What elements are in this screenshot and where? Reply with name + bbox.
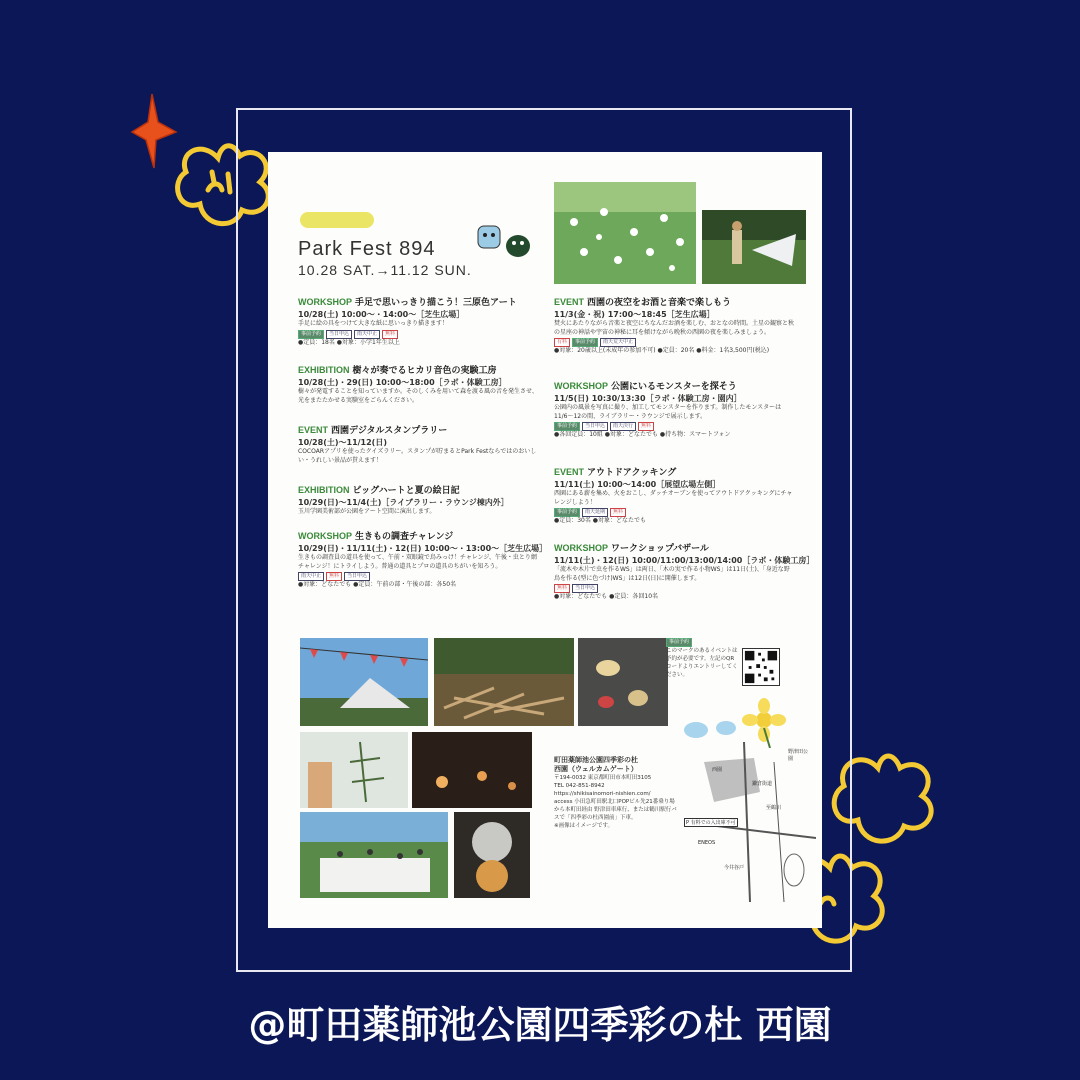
event-item <box>298 484 538 517</box>
tag: 当日申込 <box>582 422 608 431</box>
event-type: EXHIBITION <box>298 485 350 495</box>
event-body: 樹々が発電することを知っていますか。そのしくみを用いて森を渡る風の音を発生させ、光をまたたかせる実験室をごらんください。 <box>298 388 538 404</box>
map-label-nishien: 西園 <box>712 767 723 773</box>
event-title: ビッグハートと夏の絵日記 <box>352 486 460 496</box>
event-date: 11/5(日) 10:30/13:30［ラボ・体験工房・園内］ <box>554 394 742 403</box>
venue-info <box>554 756 678 830</box>
map-label-imaiyato: 今井谷戸 <box>724 865 745 871</box>
reserve-info-box <box>666 638 738 679</box>
map-label-tsurukawa: 至鶴川 <box>766 805 782 811</box>
event-item <box>554 466 794 526</box>
event-date: 11/3(金・祝) 17:00～18:45［芝生広場］ <box>554 310 715 319</box>
event-note: ●各回定員：10組 ●対象：どなたでも ●持ち物：スマートフォン <box>554 431 731 438</box>
map-label-park: 野津田公園 <box>788 749 809 762</box>
event-title: アウトドアクッキング <box>587 468 677 478</box>
event-tags <box>554 584 794 593</box>
event-tags <box>554 508 794 517</box>
event-tags <box>554 422 794 431</box>
tag: 無料 <box>326 572 342 581</box>
event-date: 10/28(土)・29(日) 10:00～18:00［ラボ・体験工房］ <box>298 378 507 387</box>
page-caption: @町田薬師池公園四季彩の杜 西園 <box>248 1003 832 1047</box>
event-body: 手足に絵の具をつけて大きな紙に思いっきり描きます！ <box>298 320 449 327</box>
event-poster <box>268 152 822 928</box>
event-title: ワークショップバザール <box>611 544 709 554</box>
event-note: ●定員：18名 ●対象：小学1年生以上 <box>298 338 400 346</box>
cosmos-flowers-photo <box>554 182 696 284</box>
event-date: 10/29(日)～11/4(土)［ライブラリー・ラウンジ棟内外］ <box>298 498 509 507</box>
campfire-night-photo <box>412 732 532 808</box>
event-body: 西園にある薪を集め、火をおこし、ダッチオーブンを使ってアウトドアクッキングにチャレンジしよう！ <box>554 490 793 506</box>
event-body: 玉川学園美術部が公園をアート空間に演出します。 <box>298 508 436 515</box>
event-note: ●対象：20歳以上(未成年の参加不可) ●定員：20名 ●料金：1名3,500円(税込) <box>554 347 770 354</box>
tag: 当日申込 <box>326 330 352 339</box>
venue-url: https://shikisainomori-nishien.com/ <box>554 791 651 797</box>
event-body: 「流木や木片で虫を作るWS」は両日、「木の実で作る小物WS」は11日(土)、「身近な野鳥を作る(型に色づけ)WS」は12日(日)に開催します。 <box>554 566 790 582</box>
child-drawing-photo <box>300 732 408 808</box>
poster-title: Park Fest 894 <box>298 238 436 260</box>
map-label-road: 鎌倉街道 <box>752 781 773 787</box>
tag: 雨天中止 <box>298 572 324 581</box>
event-note: ●対象：どなたでも ●定員：各回10名 <box>554 593 659 600</box>
tag: 有料 <box>554 338 570 347</box>
event-date: 11/11(土)・12(日) 10:00/11:00/13:00/14:00［ラボ・体験工房］ <box>554 556 815 565</box>
event-item <box>554 542 815 602</box>
tag: 無料 <box>638 422 654 431</box>
tag: 事前予約 <box>572 338 598 347</box>
event-title: 公園にいるモンスターを探そう <box>611 382 737 392</box>
event-tags <box>298 572 538 581</box>
event-note: ●定員：30名 ●対象：どなたでも <box>554 517 647 524</box>
mascot-characters-icon <box>472 220 538 266</box>
tag: 当日申込 <box>344 572 370 581</box>
event-item <box>554 296 794 356</box>
tag: 当日申込 <box>572 584 598 593</box>
event-item <box>298 530 548 590</box>
venue-address: 〒194-0032 東京都町田市本町田3105 <box>554 775 652 781</box>
event-type: EVENT <box>298 425 329 435</box>
event-item <box>298 296 538 347</box>
event-item <box>298 364 538 405</box>
tag: 無料 <box>382 330 398 339</box>
qr-code-icon <box>742 648 780 686</box>
tag: 雨天荒天中止 <box>600 338 636 347</box>
tag: 事前予約 <box>554 422 580 431</box>
event-title: 樹々が奏でるヒカリ音色の実験工房 <box>352 366 497 376</box>
children-on-grass-photo <box>300 812 448 898</box>
poster-dates: 10.28 SAT.→11.12 SUN. <box>298 262 472 278</box>
event-date: 10/28(土)～11/12(日) <box>298 438 387 447</box>
reserve-text: このマークのあるイベントは予約が必要です。左記のQRコードよりエントリーしてください。 <box>666 648 738 678</box>
event-title: 西園デジタルスタンプラリー <box>331 426 448 436</box>
event-type: EVENT <box>554 467 585 477</box>
tag: 無料 <box>610 508 626 517</box>
reserve-label: 事前予約 <box>666 638 692 647</box>
tag: 雨天決行 <box>610 422 636 431</box>
tag: 雨天延期 <box>582 508 608 517</box>
bug-crafts-photo <box>578 638 668 726</box>
event-tags <box>554 338 794 347</box>
venue-sub: 西園（ウェルカムゲート） <box>554 765 638 773</box>
event-body: 焚火にあたりながら音楽と夜空にちなんだお酒を楽しむ、おとなの時間。土星の観察と秋の星座の神話や宇宙の神秘に耳を傾けながら晩秋の西園の夜を楽しみましょう。 <box>554 320 795 336</box>
event-body: COCOARアプリを使ったクイズラリー。スタンプが貯まるとPark Festならではのおいしい・うれしい景品が貰えます！ <box>298 448 537 464</box>
event-title: 生きもの調査チャレンジ <box>355 532 454 542</box>
event-type: EVENT <box>554 297 585 307</box>
event-tags <box>298 330 538 339</box>
yellow-cloud-decoration <box>300 212 374 228</box>
dutch-oven-cooking-photo <box>454 812 530 898</box>
venue-name: 町田薬師池公園四季彩の杜 <box>554 756 638 764</box>
event-title: 手足で思いっきり描こう！三原色アート <box>355 298 517 308</box>
map-label-parking: P 有料での入出庫不可 <box>686 820 736 826</box>
event-date: 11/11(土) 10:00～14:00［展望広場左側］ <box>554 480 721 489</box>
event-type: WORKSHOP <box>554 381 608 391</box>
event-type: WORKSHOP <box>298 531 352 541</box>
venue-tel: TEL 042-851-8942 <box>554 783 605 789</box>
event-type: EXHIBITION <box>298 365 350 375</box>
yellow-flower-illustration-icon <box>734 698 794 748</box>
event-date: 10/29(日)・11/11(土)・12(日) 10:00～・13:00～［芝生広場］ <box>298 544 548 553</box>
venue-note: ※画像はイメージです。 <box>554 823 614 829</box>
event-item <box>554 380 794 440</box>
tag: 雨天中止 <box>354 330 380 339</box>
event-type: WORKSHOP <box>298 297 352 307</box>
event-date: 10/28(土) 10:00～・14:00～［芝生広場］ <box>298 310 465 319</box>
blue-blob-decoration-icon <box>682 718 742 742</box>
event-item <box>298 424 538 465</box>
event-type: WORKSHOP <box>554 543 608 553</box>
tag: 事前予約 <box>298 330 324 339</box>
tag: 事前予約 <box>554 508 580 517</box>
event-body: 生きもの調査員の道具を使って、午前・双眼鏡で鳥みっけ！チャレンジ、午後・虫とり網チャレンジ！にトライしよう。普通の道具とプロの道具のちがいを知ろう。 <box>298 554 537 570</box>
tag: 無料 <box>554 584 570 593</box>
event-body: 公園内の風景を写真に撮り、加工してモンスターを作ります。制作したモンスターは11/6～12の間、ライブラリー・ラウンジで展示します。 <box>554 404 782 420</box>
event-title: 西園の夜空をお酒と音楽で楽しもう <box>587 298 732 308</box>
tent-flags-photo <box>300 638 428 726</box>
venue-access: access 小田急町田駅北口POPビル先21番乗り場から本町田経由 野津田車庫行、または鶴川駅行バスで「四季彩の杜西園前」下車。 <box>554 799 677 821</box>
person-with-net-photo <box>702 210 806 284</box>
firewood-pile-photo <box>434 638 574 726</box>
map-label-eneos: ENEOS <box>698 840 716 846</box>
event-note: ●対象：どなたでも ●定員：午前の部・午後の部：各50名 <box>298 581 457 588</box>
